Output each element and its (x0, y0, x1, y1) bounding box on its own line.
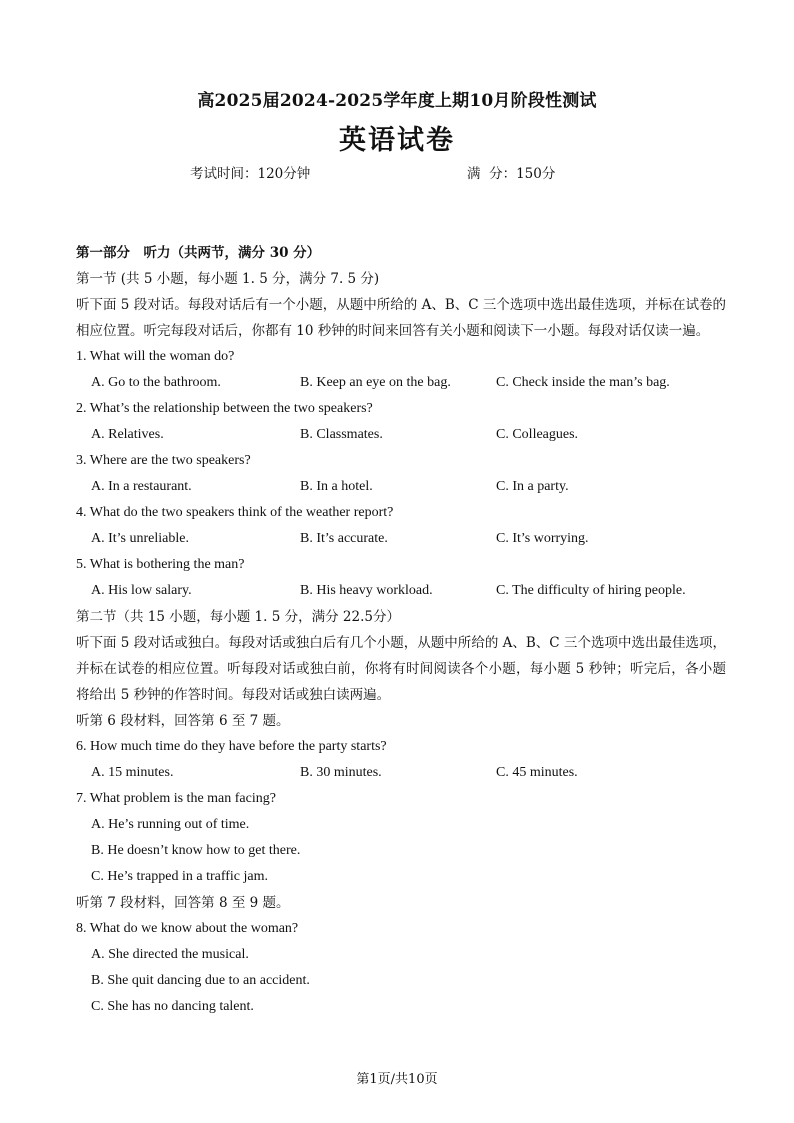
option-c: C. 45 minutes. (496, 765, 578, 780)
option-a: A. It’s unreliable. (91, 531, 189, 546)
option-c: C. It’s worrying. (496, 531, 589, 546)
option-c: C. The difficulty of hiring people. (496, 583, 686, 598)
question-8: 8. What do we know about the woman? (76, 921, 299, 936)
option-a: A. He’s running out of time. (91, 817, 250, 832)
option-b: B. She quit dancing due to an accident. (91, 973, 310, 988)
exam-body (76, 240, 726, 1020)
exam-time: 考试时间：120分钟 (190, 166, 311, 182)
part1-heading: 第一部分 听力（共两节，满分 30 分） (76, 245, 321, 261)
exam-score: 满 分：150分 (467, 166, 556, 182)
section1-instructions: 听下面 5 段对话。每段对话后有一个小题，从题中所给的 A、B、C 三个选项中选出最佳选项，并标在试卷的相应位置。听完每段对话后，你都有 10 秒钟的时间来回答有关小题和阅读下一小题。每段对话仅读一遍。 (76, 297, 726, 339)
options-3 (76, 474, 726, 500)
question-6: 6. How much time do they have before the party starts? (76, 739, 387, 754)
option-c: C. She has no dancing talent. (91, 999, 254, 1014)
option-a: A. 15 minutes. (91, 765, 174, 780)
option-b: B. He doesn’t know how to get there. (91, 843, 301, 858)
option-a: A. Go to the bathroom. (91, 375, 221, 390)
option-c: C. Check inside the man’s bag. (496, 375, 670, 390)
material-7-note: 听第 7 段材料，回答第 8 至 9 题。 (76, 895, 290, 911)
section2-instructions: 听下面 5 段对话或独白。每段对话或独白后有几个小题，从题中所给的 A、B、C 三个选项中选出最佳选项，并标在试卷的相应位置。听每段对话或独白前，你将有时间阅读各个小题，每小题 5 秒钟；听完后，各小题将给出 5 秒钟的作答时间。每段对话或独白读两遍。 (76, 635, 726, 703)
question-3: 3. Where are the two speakers? (76, 453, 251, 468)
options-6 (76, 760, 726, 786)
section1-heading: 第一节 (共 5 小题，每小题 1. 5 分，满分 7. 5 分) (76, 271, 380, 287)
option-c: C. Colleagues. (496, 427, 579, 442)
option-a: A. His low salary. (91, 583, 192, 598)
question-1: 1. What will the woman do? (76, 349, 235, 364)
options-4 (76, 526, 726, 552)
options-2 (76, 422, 726, 448)
question-2: 2. What’s the relationship between the two speakers? (76, 401, 373, 416)
exam-title: 高2025届2024-2025学年度上期10月阶段性测试 (197, 91, 597, 111)
option-c: C. He’s trapped in a traffic jam. (91, 869, 269, 884)
option-b: B. Keep an eye on the bag. (300, 375, 451, 390)
material-6-note: 听第 6 段材料，回答第 6 至 7 题。 (76, 713, 290, 729)
option-b: B. 30 minutes. (300, 765, 382, 780)
option-b: B. In a hotel. (300, 479, 373, 494)
option-a: A. She directed the musical. (91, 947, 249, 962)
page-number: 第1页/共10页 (356, 1072, 438, 1087)
question-7: 7. What problem is the man facing? (76, 791, 276, 806)
question-5: 5. What is bothering the man? (76, 557, 245, 572)
subject-title: 英语试卷 (339, 125, 455, 156)
options-5 (76, 578, 726, 604)
option-a: A. Relatives. (91, 427, 164, 442)
option-b: B. Classmates. (300, 427, 383, 442)
option-b: B. His heavy workload. (300, 583, 433, 598)
section2-heading: 第二节（共 15 小题，每小题 1. 5 分，满分 22.5分） (76, 609, 400, 625)
question-4: 4. What do the two speakers think of the weather report? (76, 505, 394, 520)
options-1 (76, 370, 726, 396)
option-b: B. It’s accurate. (300, 531, 388, 546)
option-c: C. In a party. (496, 479, 569, 494)
option-a: A. In a restaurant. (91, 479, 192, 494)
